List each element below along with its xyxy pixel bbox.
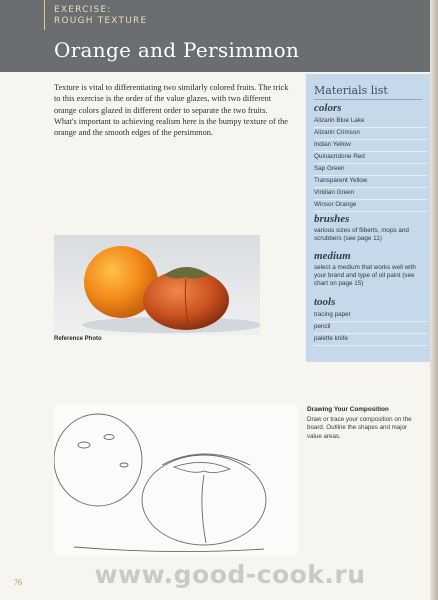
medium-heading: medium [314, 250, 351, 262]
materials-list-panel [306, 74, 430, 362]
tool-item: palette knife [314, 334, 428, 346]
reference-photo [54, 235, 260, 335]
color-item: Sap Green [314, 164, 428, 176]
tools-heading: tools [314, 296, 336, 308]
color-item: Indian Yellow [314, 140, 428, 152]
brushes-heading: brushes [314, 213, 350, 225]
materials-title: Materials list [314, 84, 422, 100]
color-item: Viridian Green [314, 188, 428, 200]
color-item: Alizarin Crimson [314, 128, 428, 140]
drawing-heading: Drawing Your Composition [307, 406, 389, 413]
eyebrow-label: EXERCISE: [54, 5, 112, 15]
colors-section [314, 102, 428, 212]
color-item: Quinacridone Red [314, 152, 428, 164]
persimmon-calyx [164, 267, 210, 279]
line-drawing-illustration [54, 405, 298, 555]
eyebrow-rule [44, 0, 45, 30]
composition-sketch [54, 405, 298, 555]
colors-heading: colors [314, 102, 342, 114]
fruit-photo-illustration [54, 235, 260, 335]
page-title: Orange and Persimmon [54, 38, 300, 62]
tool-item: tracing paper [314, 310, 428, 322]
page-number: 76 [14, 578, 22, 587]
eyebrow-subtitle: ROUGH TEXTURE [54, 16, 148, 26]
drawing-description: Draw or trace your composition on the board. Outline the shapes and major value areas. [307, 416, 412, 440]
brushes-section [314, 213, 428, 243]
orange-outline [54, 414, 142, 506]
page-gutter-shadow [430, 0, 438, 600]
brushes-text: various sizes of filberts, mops and scrubbers (see page 11) [314, 227, 409, 243]
intro-paragraph: Texture is vital to differentiating two similarly colored fruits. The trick to this exercise is the order of the value glazes, with two different orange colors glazed in different order to separate the two fruits. What's important to achieving realism here is the bumpy texture of the orange and the smooth edges of the persimmon. [54, 83, 289, 138]
photo-caption: Reference Photo [54, 336, 102, 342]
color-item: Alizarin Blue Lake [314, 116, 428, 128]
tool-item: pencil [314, 322, 428, 334]
color-item: Transparent Yellow [314, 176, 428, 188]
medium-section [314, 250, 428, 289]
color-item: Winsor Orange [314, 200, 428, 212]
watermark-text: www.good-cook.ru [94, 560, 366, 589]
tools-section [314, 296, 428, 346]
medium-text: select a medium that works well with your brand and type of oil paint (see chart on page 15) [314, 264, 416, 288]
